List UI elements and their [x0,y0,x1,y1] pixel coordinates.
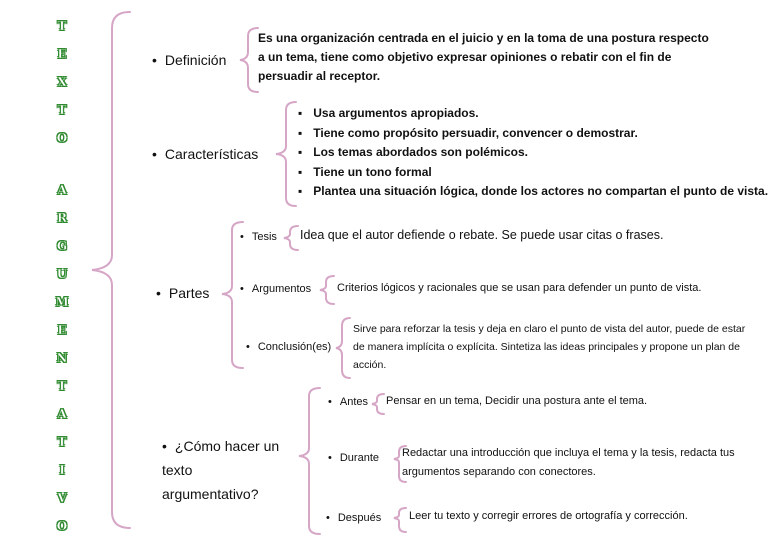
title-letter: U [56,267,68,281]
conclusion-text: Sirve para reforzar la tesis y deja en claro el punto de vista del autor, puede de estar de manera implícita o explícita. Sintetiza las ideas principales y propone un plan de acción. [353,323,746,371]
despues-brace [394,508,406,532]
durante-label: • Durante [328,452,379,464]
list-item: ▪ Plantea una situación lógica, donde los actores no compartan el punto de vista. [298,182,768,202]
title-letter: E [57,47,67,61]
tesis-label: • Tesis [240,231,277,243]
caracteristicas-list [298,104,768,202]
title-letter: I [59,463,65,477]
title-letter: E [57,323,67,337]
partes-label: • Partes [156,285,209,301]
title-letter: M [55,295,69,309]
list-item: ▪ Los temas abordados son polémicos. [298,143,768,163]
definicion-label: • Definición [152,52,226,68]
title-letter: V [57,491,67,505]
list-item: ▪ Usa argumentos apropiados. [298,104,768,124]
argumentos-label: • Argumentos [240,283,311,295]
definicion-text: Es una organización centrada en el juicio y en la toma de una postura respecto a un tema, tiene como objetivo expresar opiniones o rebatir con el fin de persuadir al receptor. [258,31,709,83]
main-brace [92,12,130,528]
title-letter: T [57,379,67,393]
despues-text: Leer tu texto y corregir errores de ortografía y corrección. [409,510,688,522]
antes-text: Pensar en un tema, Decidir una postura ante el tema. [386,395,648,407]
despues-label: • Después [326,512,381,524]
title-letter: G [56,239,68,253]
conclusion-label: • Conclusión(es) [246,341,331,353]
list-item: ▪ Tiene como propósito persuadir, convencer o demostrar. [298,124,768,144]
argumentos-text: Criterios lógicos y racionales que se usan para defender un punto de vista. [337,282,702,294]
antes-label: • Antes [328,396,368,408]
argumentos-brace [320,276,334,304]
partes-brace [222,222,243,368]
title-letter: N [56,351,68,365]
list-item: ▪ Tiene un tono formal [298,163,768,183]
como-label: • ¿Cómo hacer un texto argumentativo? [162,434,290,506]
title-letter: R [57,211,67,225]
caracteristicas-label: • Características [152,146,258,162]
antes-brace [372,394,384,414]
tesis-brace [284,226,298,250]
title-letter: O [56,131,68,145]
definicion-brace [240,28,258,92]
title-letter: A [57,407,67,421]
title-letter: X [57,75,67,89]
title-letter: T [57,103,67,117]
title-letter: T [57,435,67,449]
caracteristicas-brace [276,102,296,206]
conclusion-brace [336,318,350,378]
como-brace [299,388,320,534]
title-letter: A [57,183,67,197]
durante-text: Redactar una introducción que incluya el tema y la tesis, redacta tus argumentos separando con conectores. [402,447,735,478]
title-letter: T [57,19,67,33]
tesis-text: Idea que el autor defiende o rebate. Se puede usar citas o frases. [300,228,664,242]
title-letter: O [56,519,68,533]
